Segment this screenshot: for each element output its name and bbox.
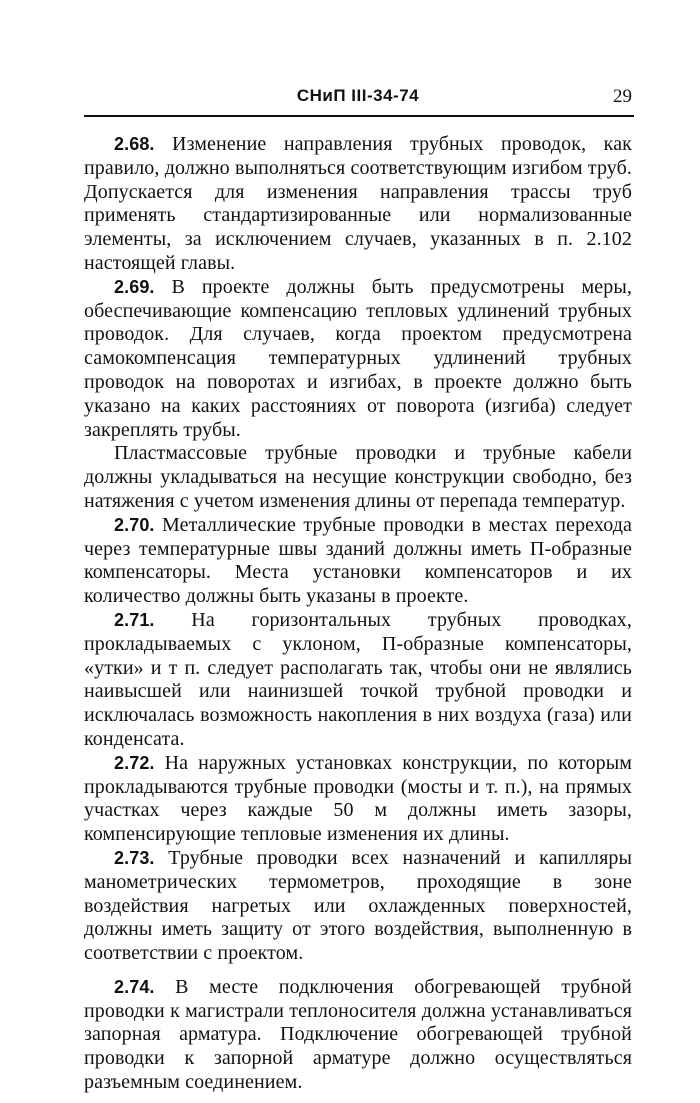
clause-number: 2.68. — [114, 134, 155, 154]
paragraph-text: Изменение направления трубных проводок, как правило, должно выполняться соответствующим изгибом труб. Допускается для изменения направления трассы труб применять стандартизированные или нормализованные элементы, за исключением случаев, указанных в п. 2.102 настоящей главы. — [84, 133, 632, 274]
document-body — [84, 133, 632, 1095]
clause-number: 2.72. — [114, 752, 155, 773]
clause-number: 2.74. — [114, 976, 155, 997]
paragraph-text: На горизонтальных трубных проводках, прокладываемых с уклоном, П-образные компенсаторы, «утки» и т п. следует располагать так, чтобы они не являлись наивысшей или наинизшей точкой трубной проводки и исключалась возможность накопления в них воздуха (газа) или конденсата. — [84, 608, 632, 750]
paragraph-2-71 — [84, 609, 632, 752]
paragraph-2-72 — [84, 752, 632, 847]
page-number: 29 — [613, 86, 632, 107]
clause-number: 2.71. — [114, 609, 155, 630]
paragraph-plastic-tubes — [84, 442, 632, 513]
page-header — [84, 86, 632, 116]
paragraph-2-74 — [84, 976, 632, 1095]
paragraph-2-69 — [84, 276, 632, 443]
paragraph-text: Пластмассовые трубные проводки и трубные кабели должны укладываться на несущие конструкции свободно, без натяжения с учетом изменения длины от перепада температур. — [84, 442, 632, 512]
paragraph-text: Трубные проводки всех назначений и капилляры манометрических термометров, проходящие в зоне воздействия нагретых или охлажденных поверхностей, должны иметь защиту от этого воздействия, выполненную в соответствии с проектом. — [84, 846, 632, 965]
paragraph-2-70 — [84, 514, 632, 609]
paragraph-2-68 — [84, 133, 632, 276]
paragraph-2-73 — [84, 847, 632, 966]
clause-number: 2.70. — [114, 514, 155, 535]
paragraph-text: В проекте должны быть предусмотрены меры, обеспечивающие компенсацию тепловых удлинений трубных проводок. Для случаев, когда проектом предусмотрена самокомпенсация температурных удлинений трубных проводок на поворотах и изгибах, в проекте должно быть указано на каких расстояниях от поворота (изгиба) следует закреплять трубы. — [84, 275, 632, 441]
document-title: СНиП III-34-74 — [296, 86, 420, 105]
paragraph-text: На наружных установках конструкции, по которым прокладываются трубные проводки (мосты и т. п.), на прямых участках через каждые 50 м должны иметь зазоры, компенсирующие тепловые изменения их длины. — [84, 751, 632, 846]
clause-number: 2.73. — [114, 847, 155, 868]
paragraph-text: Металлические трубные проводки в местах перехода через температурные швы зданий должны иметь П-образные компенсаторы. Места установки компенсаторов и их количество должны быть указаны в проекте. — [84, 513, 632, 608]
clause-number: 2.69. — [114, 276, 155, 297]
header-divider — [84, 115, 634, 117]
paragraph-text: В месте подключения обогревающей трубной проводки к магистрали теплоносителя должна устанавливаться запорная арматура. Подключение обогревающей трубной проводки к запорной арматуре должно осуществляться разъемным соединением. — [84, 975, 632, 1094]
